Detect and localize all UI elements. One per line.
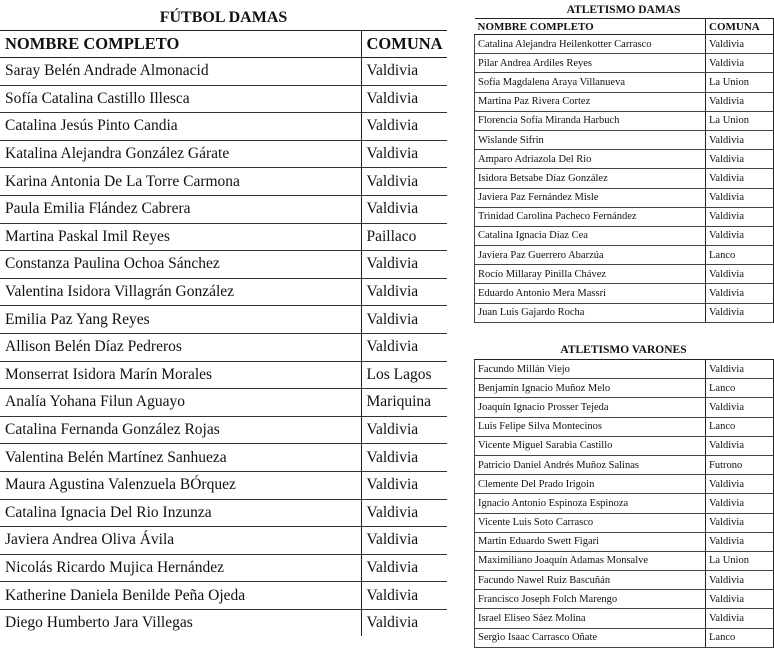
cell-comuna: Valdivia xyxy=(706,532,774,551)
table-row xyxy=(0,527,447,555)
cell-nombre: Emilia Paz Yang Reyes xyxy=(0,306,361,334)
table-row xyxy=(475,609,774,628)
cell-nombre: Nicolás Ricardo Mujica Hernández xyxy=(0,554,361,582)
cell-comuna: Valdivia xyxy=(361,416,447,444)
cell-nombre: Maximiliano Joaquín Adamas Monsalve xyxy=(475,551,706,570)
table-row xyxy=(475,150,774,169)
table-row xyxy=(475,360,774,379)
table-row xyxy=(475,284,774,303)
atletismo-damas-table xyxy=(474,18,774,323)
cell-comuna: Valdivia xyxy=(361,278,447,306)
cell-nombre: Martin Eduardo Swett Figari xyxy=(475,532,706,551)
cell-nombre: Florencia Sofía Miranda Harbuch xyxy=(475,111,706,130)
cell-nombre: Javiera Paz Fernández Misle xyxy=(475,188,706,207)
table-row xyxy=(0,113,447,141)
table-row xyxy=(0,223,447,251)
table-row xyxy=(0,416,447,444)
cell-comuna: Valdivia xyxy=(706,207,774,226)
cell-nombre: Katherine Daniela Benilde Peña Ojeda xyxy=(0,582,361,610)
table-row xyxy=(0,278,447,306)
cell-nombre: Luis Felipe Silva Montecinos xyxy=(475,417,706,436)
cell-nombre: Diego Humberto Jara Villegas xyxy=(5,614,193,632)
cell-comuna: Lanco xyxy=(706,379,774,398)
cell-comuna: Valdivia xyxy=(706,169,774,188)
cell-nombre: Isidora Betsabe Díaz González xyxy=(475,169,706,188)
table-row xyxy=(0,499,447,527)
cell-comuna: Valdivia xyxy=(706,150,774,169)
cell-nombre: Israel Eliseo Sáez Molina xyxy=(475,609,706,628)
cell-comuna: Valdivia xyxy=(361,195,447,223)
atletismo-varones-section xyxy=(474,343,773,648)
table-row xyxy=(475,169,774,188)
table-row xyxy=(0,333,447,361)
table-row xyxy=(0,306,447,334)
table-row xyxy=(0,471,447,499)
cell-nombre: Vicente Luis Soto Carrasco xyxy=(475,513,706,532)
cell-nombre: Katalina Alejandra González Gárate xyxy=(0,140,361,168)
cell-nombre: Pilar Andrea Ardiles Reyes xyxy=(475,54,706,73)
cell-comuna: La Union xyxy=(706,551,774,570)
atletismo-varones-title: ATLETISMO VARONES xyxy=(560,344,687,356)
table-row xyxy=(0,389,447,417)
atletismo-varones-table xyxy=(474,359,774,648)
cell-nombre: Facundo Millán Viejo xyxy=(475,360,706,379)
table-row xyxy=(0,251,447,279)
cell-nombre: Allison Belén Díaz Pedreros xyxy=(0,333,361,361)
table-row xyxy=(475,303,774,322)
table-row xyxy=(475,130,774,149)
atletismo-damas-title: ATLETISMO DAMAS xyxy=(566,4,681,16)
table-row xyxy=(0,195,447,223)
cell-nombre: Sergio Isaac Carrasco Oñate xyxy=(475,628,706,647)
cell-nombre: Wislande Sifrin xyxy=(475,130,706,149)
table-row xyxy=(475,417,774,436)
cell-comuna: Valdivia xyxy=(361,85,447,113)
table-row xyxy=(475,73,774,92)
cell-nombre: Karina Antonia De La Torre Carmona xyxy=(0,168,361,196)
cell-nombre: Maura Agustina Valenzuela BÓrquez xyxy=(0,471,361,499)
table-row xyxy=(0,140,447,168)
atletismo-damas-body xyxy=(475,35,774,323)
cell-comuna: Valdivia xyxy=(361,444,447,472)
table-row xyxy=(475,513,774,532)
table-row xyxy=(475,111,774,130)
cell-nombre: Valentina Belén Martínez Sanhueza xyxy=(0,444,361,472)
cell-nombre: Rocío Millaray Pinilla Chávez xyxy=(475,265,706,284)
cell-comuna: Valdivia xyxy=(706,590,774,609)
cell-comuna: Valdivia xyxy=(361,527,447,555)
cell-nombre: Amparo Adriazola Del Rio xyxy=(475,150,706,169)
futbol-damas-body xyxy=(0,58,447,637)
cell-nombre: Catalina Alejandra Heilenkotter Carrasco xyxy=(475,35,706,54)
cell-comuna: Valdivia xyxy=(706,54,774,73)
cell-comuna: Valdivia xyxy=(706,513,774,532)
cell-comuna: Valdivia xyxy=(361,113,447,141)
cell-comuna: Lanco xyxy=(706,417,774,436)
header-comuna: COMUNA xyxy=(361,31,447,58)
table-row xyxy=(475,475,774,494)
table-row xyxy=(475,590,774,609)
cell-nombre: Analía Yohana Filun Aguayo xyxy=(0,389,361,417)
cell-nombre: Valentina Isidora Villagrán González xyxy=(0,278,361,306)
cell-comuna: Valdivia xyxy=(361,251,447,279)
cell-comuna: Valdivia xyxy=(706,303,774,322)
cell-nombre: Catalina Ignacia Del Rio Inzunza xyxy=(0,499,361,527)
cell-comuna: Paillaco xyxy=(361,223,447,251)
cell-comuna: Valdivia xyxy=(706,226,774,245)
table-row xyxy=(0,85,447,113)
table-row xyxy=(475,455,774,474)
table-row xyxy=(475,398,774,417)
cell-nombre: Trinidad Carolina Pacheco Fernández xyxy=(475,207,706,226)
table-row xyxy=(0,444,447,472)
cell-comuna: Valdivia xyxy=(706,609,774,628)
cell-nombre: Sofía Magdalena Araya Villanueva xyxy=(475,73,706,92)
cell-comuna: Lanco xyxy=(706,628,774,647)
table-row xyxy=(475,494,774,513)
cell-nombre: Ignacio Antonio Espinoza Espinoza xyxy=(475,494,706,513)
cell-nombre: Francisco Joseph Folch Marengo xyxy=(475,590,706,609)
cell-comuna: La Union xyxy=(706,73,774,92)
table-row xyxy=(0,168,447,196)
cell-comuna: Valdivia xyxy=(361,554,447,582)
cell-nombre: Constanza Paulina Ochoa Sánchez xyxy=(0,251,361,279)
cell-nombre: Monserrat Isidora Marín Morales xyxy=(0,361,361,389)
table-row xyxy=(0,582,447,610)
header-comuna: COMUNA xyxy=(706,19,774,35)
table-row xyxy=(475,571,774,590)
cell-comuna: Valdivia xyxy=(706,35,774,54)
cell-comuna: Valdivia xyxy=(706,130,774,149)
table-row xyxy=(475,207,774,226)
cell-comuna: Valdivia xyxy=(361,582,447,610)
cell-comuna: Valdivia xyxy=(706,475,774,494)
table-row xyxy=(475,246,774,265)
cell-nombre: Catalina Jesús Pinto Candia xyxy=(0,113,361,141)
table-row xyxy=(475,54,774,73)
table-row xyxy=(475,379,774,398)
header-nombre: NOMBRE COMPLETO xyxy=(475,19,706,35)
cell-comuna: Valdivia xyxy=(706,92,774,111)
cell-comuna: Valdivia xyxy=(361,333,447,361)
atletismo-damas-section xyxy=(474,3,773,323)
cell-comuna: Valdivia xyxy=(361,609,447,636)
cell-comuna: Los Lagos xyxy=(361,361,447,389)
table-row xyxy=(475,436,774,455)
cell-comuna: Valdivia xyxy=(706,360,774,379)
cell-nombre: Clemente Del Prado Irigoin xyxy=(475,475,706,494)
cell-nombre: Eduardo Antonio Mera Massri xyxy=(475,284,706,303)
cell-comuna: Valdivia xyxy=(361,471,447,499)
cell-comuna: Valdivia xyxy=(706,494,774,513)
table-row xyxy=(475,188,774,207)
cell-nombre: Javiera Paz Guerrero Abarzúa xyxy=(475,246,706,265)
table-row xyxy=(475,532,774,551)
cell-nombre: Catalina Fernanda González Rojas xyxy=(0,416,361,444)
cell-comuna: Valdivia xyxy=(706,571,774,590)
table-row xyxy=(0,361,447,389)
table-header-row xyxy=(475,19,774,35)
cell-comuna: Valdivia xyxy=(361,499,447,527)
cell-nombre: Joaquín Ignacio Prosser Tejeda xyxy=(475,398,706,417)
cell-comuna: Valdivia xyxy=(361,58,447,86)
cell-nombre: Javiera Andrea Oliva Ávila xyxy=(0,527,361,555)
futbol-damas-section xyxy=(0,6,447,636)
table-row xyxy=(475,92,774,111)
cell-comuna: La Union xyxy=(706,111,774,130)
table-row xyxy=(0,58,447,86)
table-row xyxy=(475,628,774,647)
cell-nombre: Paula Emilia Flández Cabrera xyxy=(0,195,361,223)
cell-comuna: Lanco xyxy=(706,246,774,265)
cell-nombre: Martina Paz Rivera Cortez xyxy=(475,92,706,111)
table-row xyxy=(475,551,774,570)
cell-comuna: Valdivia xyxy=(706,265,774,284)
cell-comuna: Valdivia xyxy=(706,284,774,303)
table-row xyxy=(475,265,774,284)
table-header-row xyxy=(0,31,447,58)
cell-comuna: Futrono xyxy=(706,455,774,474)
cell-nombre: Patricio Daniel Andrés Muñoz Salinas xyxy=(475,455,706,474)
table-row xyxy=(0,609,447,636)
cell-nombre: Catalina Ignacia Díaz Cea xyxy=(475,226,706,245)
cell-nombre: Benjamín Ignacio Muñoz Melo xyxy=(475,379,706,398)
cell-comuna: Valdivia xyxy=(706,436,774,455)
atletismo-varones-body xyxy=(475,360,774,648)
table-row xyxy=(0,554,447,582)
table-row xyxy=(475,35,774,54)
cell-comuna: Valdivia xyxy=(706,398,774,417)
cell-comuna: Valdivia xyxy=(361,306,447,334)
cell-nombre: Martina Paskal Imil Reyes xyxy=(0,223,361,251)
header-nombre: NOMBRE COMPLETO xyxy=(0,31,361,58)
cell-comuna: Valdivia xyxy=(361,168,447,196)
cell-comuna: Valdivia xyxy=(706,188,774,207)
cell-nombre: Vicente Miguel Sarabia Castillo xyxy=(475,436,706,455)
cell-nombre: Sofía Catalina Castillo Illesca xyxy=(0,85,361,113)
cell-comuna: Valdivia xyxy=(361,140,447,168)
futbol-damas-table xyxy=(0,30,447,636)
cell-nombre: Juan Luis Gajardo Rocha xyxy=(475,303,706,322)
cell-nombre: Saray Belén Andrade Almonacid xyxy=(0,58,361,86)
futbol-damas-title: FÚTBOL DAMAS xyxy=(159,9,288,26)
cell-nombre: Facundo Nawel Ruiz Bascuñán xyxy=(475,571,706,590)
cell-comuna: Mariquina xyxy=(361,389,447,417)
table-row xyxy=(475,226,774,245)
